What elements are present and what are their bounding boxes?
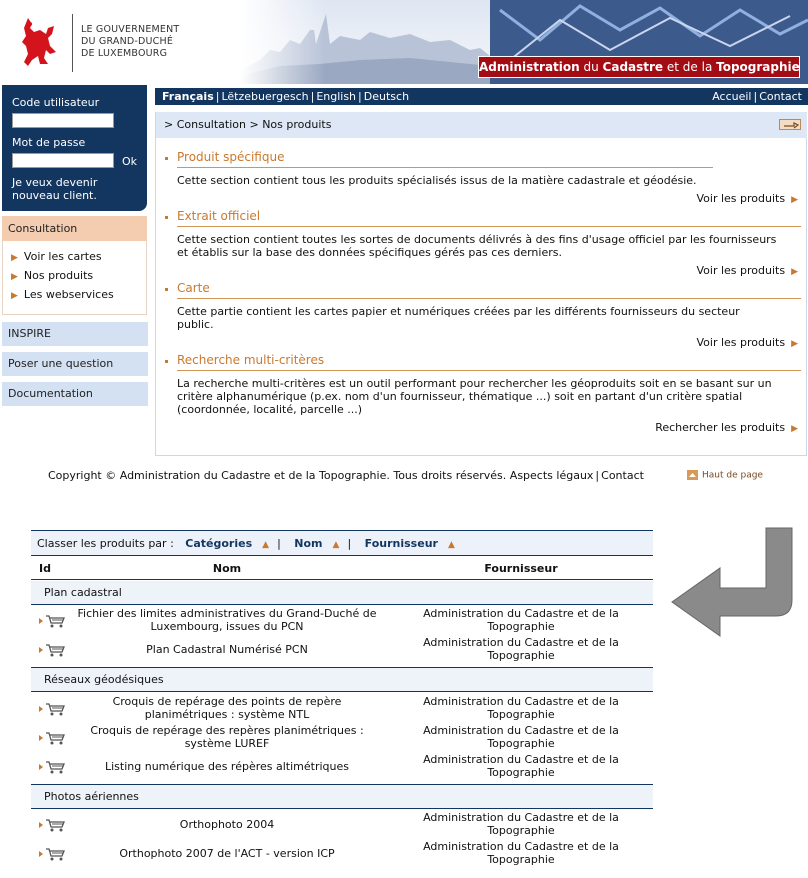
new-client-link[interactable] [12, 176, 97, 202]
product-name-line: système LUREF [184, 737, 270, 750]
admin-word-topographie: Topographie [716, 60, 800, 74]
rechercher-les-produits-link[interactable] [655, 421, 798, 434]
triangle-right-icon: ▶ [791, 267, 798, 277]
gov-line-3: DE LUXEMBOURG [81, 48, 168, 59]
header-divider [72, 14, 73, 72]
product-name-line: Croquis de repérage des repères planimétriques : [90, 724, 364, 737]
add-to-cart-icon[interactable] [38, 731, 66, 745]
section-bullet [165, 216, 168, 219]
sort-fournisseur[interactable] [365, 537, 438, 550]
add-to-cart-icon[interactable] [38, 614, 66, 628]
main-content [155, 112, 807, 456]
table-row[interactable] [31, 753, 653, 781]
password-label: Mot de passe [12, 136, 86, 149]
product-name [71, 695, 383, 721]
section-text-extrait-officiel [177, 233, 802, 259]
supplier-line: Administration du Cadastre et de la [423, 724, 619, 737]
voir-les-produits-officiel-link[interactable] [697, 264, 799, 277]
separator: | [358, 90, 362, 103]
admin-word-administration: Administration [479, 60, 580, 74]
admin-word-du: du [579, 60, 603, 74]
new-client-line-1: Je veux devenir [12, 176, 98, 189]
column-header-nom: Nom [212, 562, 242, 575]
section-text-produit-specifique [177, 174, 802, 187]
user-code-label: Code utilisateur [12, 96, 100, 109]
menu-item-les-webservices[interactable] [11, 288, 114, 301]
link-label: Rechercher les produits [655, 421, 786, 434]
section-title-produit-specifique: Produit spécifique [177, 150, 285, 164]
footer [48, 469, 644, 482]
sort-nom[interactable] [294, 537, 322, 550]
aspects-legaux-link[interactable]: Aspects légaux [509, 469, 594, 482]
separator: | [310, 90, 315, 103]
add-to-cart-icon[interactable] [38, 847, 66, 861]
table-rule [31, 691, 653, 692]
print-icon[interactable] [779, 119, 801, 130]
link-label: Voir les produits [696, 264, 786, 277]
supplier-line: Administration du Cadastre et de la [423, 811, 619, 824]
separator: | [595, 469, 600, 482]
category-row [31, 785, 653, 808]
section-text-line: La recherche multi-critères est un outil performant pour rechercher les géoproduits soit en se basant sur un [177, 377, 772, 390]
product-table [31, 530, 653, 878]
product-name [71, 760, 383, 773]
add-to-cart-icon[interactable] [38, 643, 66, 657]
section-text-line: Cette section contient tous les produits spécialisés issus de la matière cadastrale et géodésie. [177, 174, 697, 187]
sort-option-label: Catégories [185, 537, 253, 550]
supplier-line: Topographie [487, 824, 555, 837]
link-label: Voir les produits [696, 336, 786, 349]
separator: | [753, 90, 758, 103]
add-to-cart-icon[interactable] [38, 818, 66, 832]
table-row[interactable] [31, 724, 653, 752]
section-text-line: et établis sur la base des données spécifiques gérés pas ces derniers. [177, 246, 562, 259]
table-rule [31, 808, 653, 809]
accueil-link[interactable]: Accueil [712, 90, 752, 103]
separator: | [215, 90, 220, 103]
triangle-right-icon: ▶ [791, 195, 798, 205]
product-name-line: Plan Cadastral Numérisé PCN [146, 643, 308, 656]
sort-label: Classer les produits par : [37, 537, 174, 550]
menu-item-voir-les-cartes[interactable] [11, 250, 102, 263]
luxembourg-lion-icon [18, 14, 60, 68]
triangle-right-icon: ▶ [11, 253, 18, 263]
supplier-line: Administration du Cadastre et de la [423, 695, 619, 708]
admin-word-cadastre: Cadastre [602, 60, 664, 74]
section-title-carte: Carte [177, 281, 210, 295]
section-bullet [165, 360, 168, 363]
password-input[interactable] [12, 153, 114, 168]
column-header-id: Id [39, 562, 51, 575]
product-name-line: Orthophoto 2004 [179, 818, 275, 831]
menu-item-label: Nos produits [23, 269, 94, 282]
supplier-line: Administration du Cadastre et de la [423, 840, 619, 853]
category-label: Plan cadastral [44, 586, 122, 599]
ok-button[interactable]: Ok [122, 155, 138, 168]
product-name-line: Luxembourg, issues du PCN [150, 620, 304, 633]
triangle-right-icon: ▶ [11, 291, 18, 301]
return-arrow-icon [668, 524, 800, 640]
table-row[interactable] [31, 811, 653, 839]
site-header [0, 0, 808, 86]
section-underline [177, 167, 713, 168]
product-name [71, 818, 383, 831]
category-label: Réseaux géodésiques [44, 673, 164, 686]
menu-documentation-label: Documentation [8, 387, 93, 400]
product-supplier [401, 636, 641, 662]
voir-les-produits-specifique-link[interactable] [697, 192, 799, 205]
lang-deutsch[interactable]: Deutsch [363, 90, 410, 103]
product-name-line: Fichier des limites administratives du Grand-Duché de [77, 607, 377, 620]
triangle-right-icon: ▶ [791, 424, 798, 434]
section-text-line: critère alphanumérique (p.ex. nom d'un fournisseur, thématique ...) soit en partant d'un critère spatial [177, 390, 743, 403]
supplier-line: Administration du Cadastre et de la [423, 753, 619, 766]
sort-bar [31, 530, 653, 556]
new-client-line-2: nouveau client. [12, 189, 97, 202]
supplier-line: Administration du Cadastre et de la [423, 636, 619, 649]
section-underline [177, 298, 801, 299]
product-name [71, 724, 383, 750]
menu-inspire[interactable] [2, 322, 148, 346]
admin-word-et-de-la: et de la [663, 60, 717, 74]
government-name [81, 24, 179, 60]
product-name-line: Orthophoto 2007 de l'ACT - version ICP [119, 847, 335, 860]
sort-categories[interactable] [185, 537, 252, 550]
separator: | [277, 537, 281, 550]
menu-poser-une-question[interactable] [2, 352, 148, 376]
section-text-line: (coordonnée, localité, parcelle ...) [177, 403, 363, 416]
contact-link[interactable]: Contact [759, 90, 802, 103]
user-code-input[interactable] [12, 113, 114, 128]
category-label: Photos aériennes [44, 790, 139, 803]
supplier-line: Topographie [487, 737, 555, 750]
section-underline [177, 226, 801, 227]
haut-de-page-label: Haut de page [702, 470, 763, 481]
menu-item-label: Voir les cartes [23, 250, 102, 263]
add-to-cart-icon[interactable] [38, 702, 66, 716]
voir-les-produits-carte-link[interactable] [697, 336, 799, 349]
product-supplier [401, 840, 641, 866]
menu-inspire-label: INSPIRE [8, 327, 51, 340]
supplier-line: Administration du Cadastre et de la [423, 607, 619, 620]
table-row[interactable] [31, 636, 653, 664]
triangle-up-icon: ▲ [447, 540, 455, 550]
top-links [712, 88, 802, 105]
category-row [31, 581, 653, 604]
column-header-fournisseur: Fournisseur [484, 562, 558, 575]
triangle-up-icon: ▲ [332, 540, 340, 550]
menu-documentation[interactable] [2, 382, 148, 406]
arrow-up-icon [687, 470, 698, 480]
table-row[interactable] [31, 607, 653, 635]
product-name [71, 847, 383, 860]
lang-letzebuergesch[interactable]: Lëtzebuergesch [221, 90, 309, 103]
section-text-carte [177, 305, 802, 331]
product-supplier [401, 724, 641, 750]
section-title-recherche: Recherche multi-critères [177, 353, 325, 367]
supplier-line: Topographie [487, 853, 555, 866]
gov-line-1: LE GOUVERNEMENT [81, 24, 180, 35]
supplier-line: Topographie [487, 708, 555, 721]
section-text-line: Cette section contient toutes les sortes de documents délivrés à des fins d'usage officiel par les fournisseurs [177, 233, 777, 246]
section-title-extrait-officiel: Extrait officiel [177, 209, 261, 223]
login-box [2, 85, 147, 211]
administration-title-bar [478, 56, 800, 78]
breadcrumb-text: > Consultation > Nos produits [164, 118, 332, 131]
copyright-text: Copyright © Administration du Cadastre et de la Topographie. Tous droits réservés. [48, 469, 507, 482]
lang-english[interactable]: English [316, 90, 357, 103]
product-supplier [401, 753, 641, 779]
consultation-submenu [2, 241, 147, 315]
category-row [31, 668, 653, 691]
menu-consultation-header[interactable] [2, 216, 147, 241]
section-bullet [165, 288, 168, 291]
product-name-line: Croquis de repérage des points de repère [112, 695, 342, 708]
section-text-line: Cette partie contient les cartes papier et numériques créées par les différents fournisseurs du secteur [177, 305, 740, 318]
haut-de-page-link[interactable] [687, 470, 763, 481]
product-supplier [401, 607, 641, 633]
top-navigation [155, 88, 808, 105]
separator: | [347, 537, 352, 550]
supplier-line: Topographie [487, 766, 555, 779]
gov-line-2: DU GRAND-DUCHÉ [81, 36, 174, 47]
supplier-line: Topographie [487, 649, 555, 662]
section-bullet [165, 157, 168, 160]
section-text-line: public. [177, 318, 214, 331]
language-switcher [162, 88, 409, 105]
triangle-right-icon: ▶ [11, 272, 18, 282]
supplier-line: Topographie [487, 620, 555, 633]
product-supplier [401, 695, 641, 721]
menu-item-nos-produits[interactable] [11, 269, 93, 282]
footer-contact-link[interactable]: Contact [601, 469, 644, 482]
link-label: Voir les produits [696, 192, 786, 205]
breadcrumb [156, 112, 807, 138]
product-name [71, 643, 383, 656]
product-name [71, 607, 383, 633]
triangle-right-icon: ▶ [791, 339, 798, 349]
table-rule [31, 579, 653, 580]
section-underline [177, 370, 801, 371]
product-name-line: Listing numérique des répères altimétriques [104, 760, 349, 773]
table-rule [31, 604, 653, 605]
table-row[interactable] [31, 840, 653, 868]
section-text-recherche [177, 377, 802, 416]
sort-option-label: Nom [294, 537, 323, 550]
menu-item-label: Les webservices [23, 288, 114, 301]
triangle-up-icon: ▲ [262, 540, 270, 550]
product-supplier [401, 811, 641, 837]
menu-question-label: Poser une question [8, 357, 114, 370]
add-to-cart-icon[interactable] [38, 760, 66, 774]
sort-option-label: Fournisseur [364, 537, 438, 550]
lang-francais[interactable]: Français [162, 90, 214, 103]
menu-consultation-label: Consultation [8, 222, 78, 235]
product-name-line: planimétriques : système NTL [144, 708, 310, 721]
table-row[interactable] [31, 695, 653, 723]
